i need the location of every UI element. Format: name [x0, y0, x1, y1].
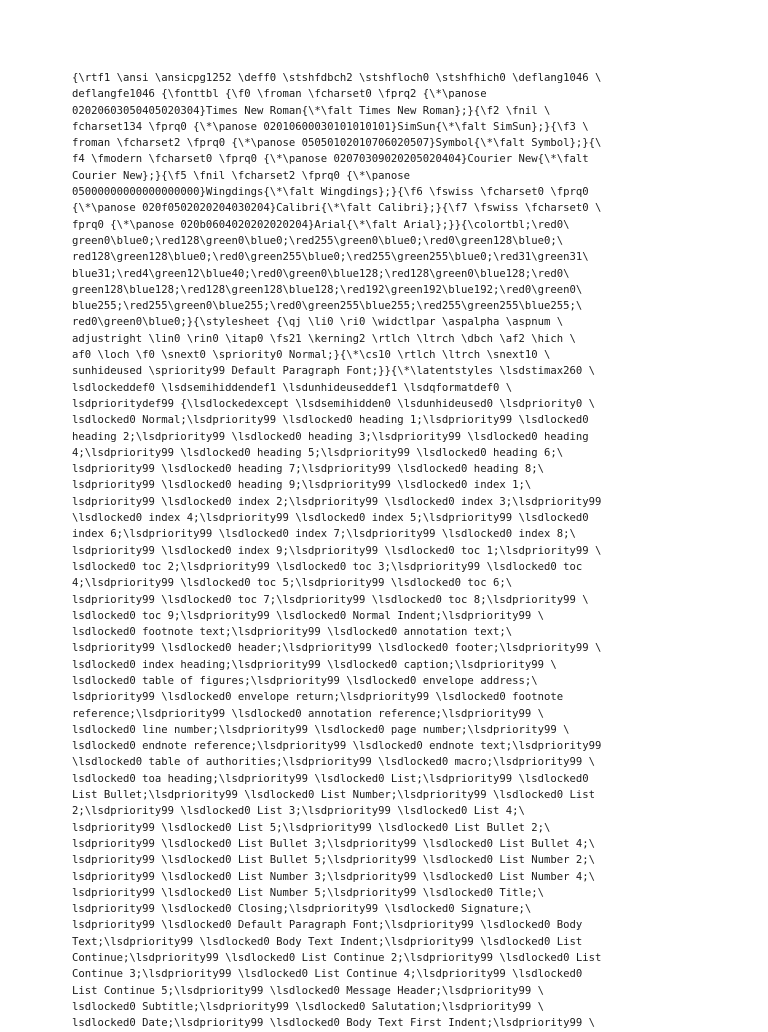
text-line: lsdlockeddef0 \lsdsemihiddendef1 \lsdunhideuseddef1 \lsdqformatdef0 \	[72, 381, 513, 394]
text-line: lsdlocked0 endnote reference;\lsdpriority99 \lsdlocked0 endnote text;\lsdpriority99	[72, 740, 602, 753]
text-line: lsdpriority99 \lsdlocked0 Default Paragraph Font;\lsdpriority99 \lsdlocked0 Body	[72, 919, 583, 932]
text-line: sunhideused \spriority99 Default Paragraph Font;}}{\*\latentstyles \lsdstimax260 \	[72, 365, 595, 378]
text-line: 02020603050405020304}Times New Roman{\*\falt Times New Roman};}{\f2 \fnil \	[72, 104, 551, 117]
text-line: f4 \fmodern \fcharset0 \fprq0 {\*\panose 02070309020205020404}Courier New{\*\falt	[72, 153, 589, 166]
text-line: fcharset134 \fprq0 {\*\panose 02010600030101010101}SimSun{\*\falt SimSun};}{\f3 \	[72, 120, 589, 133]
text-line: lsdlocked0 toc 2;\lsdpriority99 \lsdlocked0 toc 3;\lsdpriority99 \lsdlocked0 toc	[72, 560, 583, 573]
text-line: red128\green128\blue0;\red0\green255\blue0;\red255\green255\blue0;\red31\green31\	[72, 251, 589, 264]
text-line: lsdlocked0 footnote text;\lsdpriority99 \lsdlocked0 annotation text;\	[72, 626, 513, 639]
text-line: {\rtf1 \ansi \ansicpg1252 \deff0 \stshfdbch2 \stshfloch0 \stshfhich0 \deflang1046 \	[72, 72, 602, 84]
text-line: lsdpriority99 \lsdlocked0 Closing;\lsdpriority99 \lsdlocked0 Signature;\	[72, 903, 532, 916]
text-line: lsdprioritydef99 {\lsdlockedexcept \lsdsemihidden0 \lsdunhideused0 \lsdpriority0 \	[72, 397, 595, 410]
text-line: Continue 3;\lsdpriority99 \lsdlocked0 List Continue 4;\lsdpriority99 \lsdlocked0	[72, 968, 583, 981]
text-line: lsdpriority99 \lsdlocked0 heading 7;\lsdpriority99 \lsdlocked0 heading 8;\	[72, 463, 544, 476]
text-line: froman \fcharset2 \fprq0 {\*\panose 05050102010706020507}Symbol{\*\falt Symbol};}{\	[72, 137, 602, 150]
rtf-source-text	[72, 70, 702, 1032]
text-line: lsdlocked0 table of figures;\lsdpriority99 \lsdlocked0 envelope address;\	[72, 674, 538, 687]
text-line: 2;\lsdpriority99 \lsdlocked0 List 3;\lsdpriority99 \lsdlocked0 List 4;\	[72, 805, 525, 818]
text-line: \lsdlocked0 index 4;\lsdpriority99 \lsdlocked0 index 5;\lsdpriority99 \lsdlocked0	[72, 512, 589, 525]
text-line: lsdpriority99 \lsdlocked0 List Bullet 5;\lsdpriority99 \lsdlocked0 List Number 2;\	[72, 854, 595, 867]
text-line: {\*\panose 020f0502020204030204}Calibri{\*\falt Calibri};}{\f7 \fswiss \fcharset0 \	[72, 202, 602, 215]
text-line: lsdpriority99 \lsdlocked0 index 2;\lsdpriority99 \lsdlocked0 index 3;\lsdpriority99	[72, 495, 602, 508]
text-line: lsdlocked0 toa heading;\lsdpriority99 \lsdlocked0 List;\lsdpriority99 \lsdlocked0	[72, 772, 589, 785]
text-line: lsdlocked0 Date;\lsdpriority99 \lsdlocked0 Body Text First Indent;\lsdpriority99 \	[72, 1017, 595, 1030]
text-line: lsdpriority99 \lsdlocked0 List 5;\lsdpriority99 \lsdlocked0 List Bullet 2;\	[72, 821, 551, 834]
text-line: lsdpriority99 \lsdlocked0 List Number 3;\lsdpriority99 \lsdlocked0 List Number 4;\	[72, 870, 595, 883]
text-line: lsdpriority99 \lsdlocked0 heading 9;\lsdpriority99 \lsdlocked0 index 1;\	[72, 479, 532, 492]
text-line: lsdpriority99 \lsdlocked0 toc 7;\lsdpriority99 \lsdlocked0 toc 8;\lsdpriority99 \	[72, 593, 589, 606]
text-line: fprq0 {\*\panose 020b0604020202020204}Arial{\*\falt Arial};}}{\colortbl;\red0\	[72, 218, 570, 231]
text-line: deflangfe1046 {\fonttbl {\f0 \froman \fcharset0 \fprq2 {\*\panose	[72, 88, 487, 101]
text-line: Text;\lsdpriority99 \lsdlocked0 Body Text Indent;\lsdpriority99 \lsdlocked0 List	[72, 935, 583, 948]
text-line: lsdlocked0 line number;\lsdpriority99 \lsdlocked0 page number;\lsdpriority99 \	[72, 723, 570, 736]
text-line: green128\blue128;\red128\green128\blue128;\red192\green192\blue192;\red0\green0\	[72, 283, 583, 296]
text-line: lsdpriority99 \lsdlocked0 header;\lsdpriority99 \lsdlocked0 footer;\lsdpriority99 \	[72, 642, 602, 655]
text-line: 05000000000000000000}Wingdings{\*\falt Wingdings};}{\f6 \fswiss \fcharset0 \fprq0	[72, 186, 589, 199]
text-line: lsdpriority99 \lsdlocked0 List Bullet 3;\lsdpriority99 \lsdlocked0 List Bullet 4;\	[72, 837, 595, 850]
text-line: green0\blue0;\red128\green0\blue0;\red255\green0\blue0;\red0\green128\blue0;\	[72, 234, 564, 247]
text-line: index 6;\lsdpriority99 \lsdlocked0 index 7;\lsdpriority99 \lsdlocked0 index 8;\	[72, 528, 576, 541]
text-line: List Continue 5;\lsdpriority99 \lsdlocked0 Message Header;\lsdpriority99 \	[72, 984, 544, 997]
text-line: lsdpriority99 \lsdlocked0 List Number 5;\lsdpriority99 \lsdlocked0 Title;\	[72, 886, 544, 899]
text-line: af0 \loch \f0 \snext0 \spriority0 Normal;}{\*\cs10 \rtlch \ltrch \snext10 \	[72, 349, 551, 362]
text-line: lsdlocked0 toc 9;\lsdpriority99 \lsdlocked0 Normal Indent;\lsdpriority99 \	[72, 609, 544, 622]
text-line: heading 2;\lsdpriority99 \lsdlocked0 heading 3;\lsdpriority99 \lsdlocked0 heading	[72, 430, 589, 443]
text-line: List Bullet;\lsdpriority99 \lsdlocked0 List Number;\lsdpriority99 \lsdlocked0 List	[72, 789, 595, 802]
text-line: Continue;\lsdpriority99 \lsdlocked0 List Continue 2;\lsdpriority99 \lsdlocked0 List	[72, 952, 602, 965]
text-line: reference;\lsdpriority99 \lsdlocked0 annotation reference;\lsdpriority99 \	[72, 707, 544, 720]
text-line: adjustright \lin0 \rin0 \itap0 \fs21 \kerning2 \rtlch \ltrch \dbch \af2 \hich \	[72, 332, 576, 345]
text-line: Courier New};}{\f5 \fnil \fcharset2 \fprq0 {\*\panose	[72, 169, 411, 182]
text-line: blue31;\red4\green12\blue40;\red0\green0\blue128;\red128\green0\blue128;\red0\	[72, 267, 570, 280]
text-line: \lsdlocked0 table of authorities;\lsdpriority99 \lsdlocked0 macro;\lsdpriority99 \	[72, 756, 595, 769]
text-line: 4;\lsdpriority99 \lsdlocked0 toc 5;\lsdpriority99 \lsdlocked0 toc 6;\	[72, 577, 513, 590]
text-line: lsdlocked0 Subtitle;\lsdpriority99 \lsdlocked0 Salutation;\lsdpriority99 \	[72, 1000, 544, 1013]
text-line: lsdpriority99 \lsdlocked0 envelope return;\lsdpriority99 \lsdlocked0 footnote	[72, 691, 564, 704]
text-line: blue255;\red255\green0\blue255;\red0\green255\blue255;\red255\green255\blue255;\	[72, 300, 583, 313]
text-line: red0\green0\blue0;}{\stylesheet {\qj \li0 \ri0 \widctlpar \aspalpha \aspnum \	[72, 316, 564, 329]
text-line: lsdlocked0 Normal;\lsdpriority99 \lsdlocked0 heading 1;\lsdpriority99 \lsdlocked0	[72, 414, 589, 427]
text-line: lsdpriority99 \lsdlocked0 index 9;\lsdpriority99 \lsdlocked0 toc 1;\lsdpriority99 \	[72, 544, 602, 557]
text-line: 4;\lsdpriority99 \lsdlocked0 heading 5;\lsdpriority99 \lsdlocked0 heading 6;\	[72, 446, 564, 459]
text-line: lsdlocked0 index heading;\lsdpriority99 \lsdlocked0 caption;\lsdpriority99 \	[72, 658, 557, 671]
